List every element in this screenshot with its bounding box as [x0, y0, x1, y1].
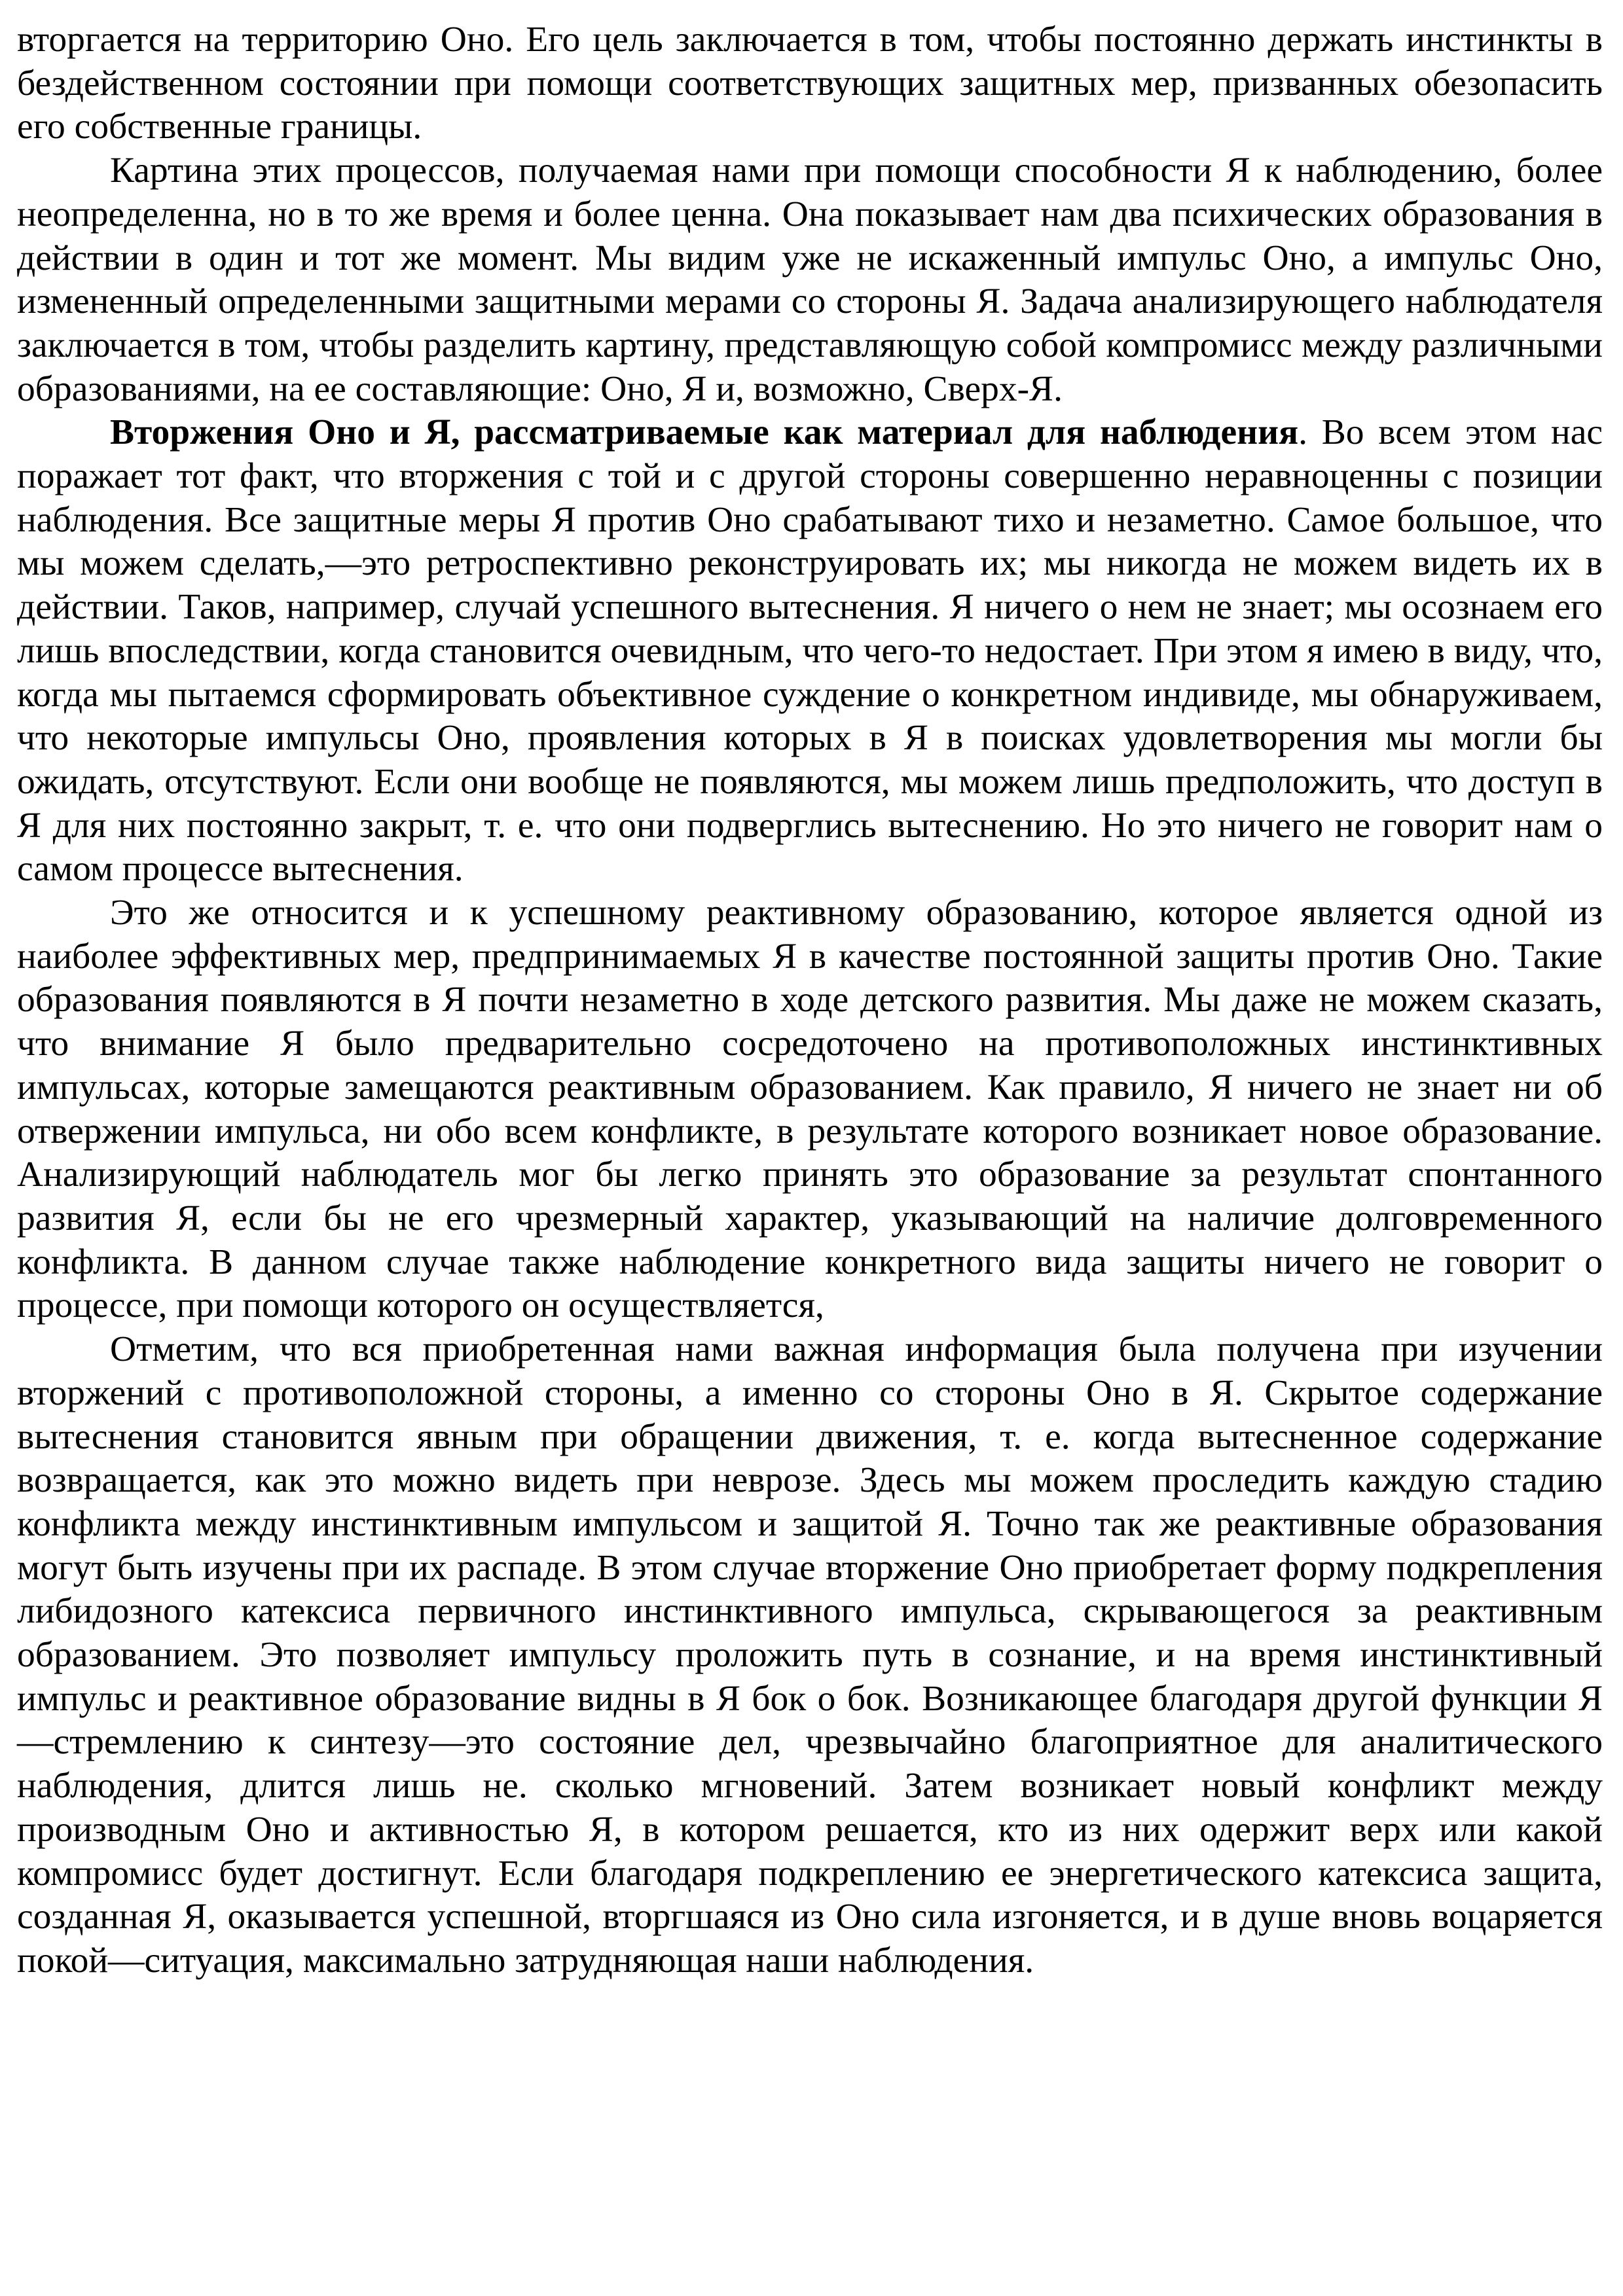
document-page — [17, 18, 1603, 1983]
paragraph-text: Картина этих процессов, получаемая нами при помощи способности Я к наблюдению, более неопределенна, но в то же время и более ценна. Она показывает нам два психических образования в действии в один и тот же момент. Мы видим уже не искаженный импульс Оно, а импульс Оно, измененный определенными защитными мерами со стороны Я. Задача анализирующего наблюдателя заключается в том, чтобы разделить картину, представляющую собой компромисс между различными образованиями, на ее составляющие: Оно, Я и, возможно, Сверх-Я. — [17, 151, 1603, 409]
paragraph-2 — [17, 149, 1603, 411]
paragraph-4 — [17, 891, 1603, 1328]
paragraph-text: . Во всем этом нас поражает тот факт, что вторжения с той и с другой стороны совершенно неравноценны с позиции наблюдения. Все защитные меры Я против Оно срабатывают тихо и незаметно. Самое большое, что мы можем сделать,—это ретроспективно реконструировать их; мы никогда не можем видеть их в действии. Таков, например, случай успешного вытеснения. Я ничего о нем не знает; мы осознаем его лишь впоследствии, когда становится очевидным, что чего-то недостает. При этом я имею в виду, что, когда мы пытаемся сформировать объективное суждение о конкретном индивиде, мы обнаруживаем, что некоторые импульсы Оно, проявления которых в Я в поисках удовлетворения мы могли бы ожидать, отсутствуют. Если они вообще не появляются, мы можем лишь предположить, что доступ в Я для них постоянно закрыт, т. е. что они подверглись вытеснению. Но это ничего не говорит нам о самом процессе вытеснения. — [17, 412, 1603, 889]
paragraph-text: вторгается на территорию Оно. Его цель заключается в том, чтобы постоянно держать инстинкты в бездейственном состоянии при помощи соответствующих защитных мер, призванных обезопасить его собственные границы. — [17, 20, 1603, 147]
paragraph-text: Отметим, что вся приобретенная нами важная информация была получена при изучении вторжений с противоположной стороны, а именно со стороны Оно в Я. Скрытое содержание вытеснения становится явным при обращении движения, т. е. когда вытесненное содержание возвращается, как это можно видеть при неврозе. Здесь мы можем проследить каждую стадию конфликта между инстинктивным импульсом и защитой Я. Точно так же реактивные образования могут быть изучены при их распаде. В этом случае вторжение Оно приобретает форму подкрепления либидозного катексиса первичного инстинктивного импульса, скрывающегося за реактивным образованием. Это позволяет импульсу проложить путь в сознание, и на время инстинктивный импульс и реактивное образование видны в Я бок о бок. Возникающее благодаря другой функции Я—стремлению к синтезу—это состояние дел, чрезвычайно благоприятное для аналитического наблюдения, длится лишь не. сколько мгновений. Затем возникает новый конфликт между производным Оно и активностью Я, в котором решается, кто из них одержит верх или какой компромисс будет достигнут. Если благодаря подкреплению ее энергетического катексиса защита, созданная Я, оказывается успешной, вторгшаяся из Оно сила изгоняется, и в душе вновь воцаряется покой—ситуация, максимально затрудняющая наши наблюдения. — [17, 1329, 1603, 1981]
paragraph-3 — [17, 411, 1603, 891]
section-heading: Вторжения Оно и Я, рассматриваемые как материал для наблюдения — [110, 412, 1299, 453]
paragraph-text: Это же относится и к успешному реактивному образованию, которое является одной из наиболее эффективных мер, предпринимаемых Я в качестве постоянной защиты против Оно. Такие образования появляются в Я почти незаметно в ходе детского развития. Мы даже не можем сказать, что внимание Я было предварительно сосредоточено на противоположных инстинктивных импульсах, которые замещаются реактивным образованием. Как правило, Я ничего не знает ни об отвержении импульса, ни обо всем конфликте, в результате которого возникает новое образование. Анализирующий наблюдатель мог бы легко принять это образование за результат спонтанного развития Я, если бы не его чрезмерный характер, указывающий на наличие долговременного конфликта. В данном случае также наблюдение конкретного вида защиты ничего не говорит о процессе, при помощи которого он осуществляется, — [17, 893, 1603, 1326]
paragraph-5 — [17, 1328, 1603, 1983]
paragraph-1 — [17, 18, 1603, 149]
